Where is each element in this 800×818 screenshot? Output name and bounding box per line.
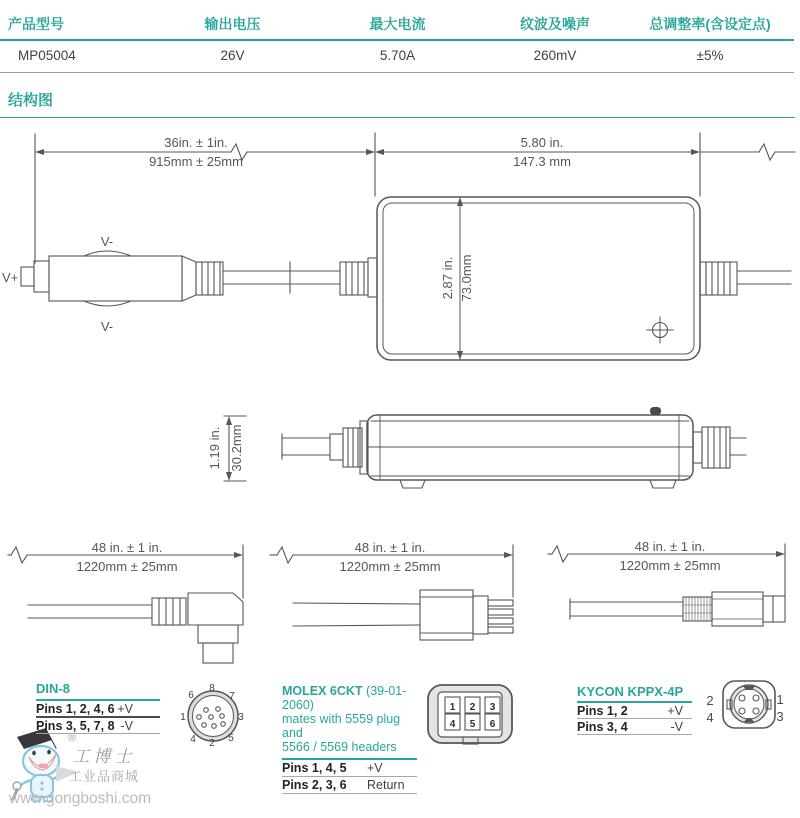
kycon-drawing (548, 544, 785, 626)
molex-row-2-value: Return (367, 778, 405, 792)
kycon-row-2-value: -V (670, 719, 683, 734)
molex-pin-4: 4 (449, 719, 456, 730)
value-regulation: ±5% (696, 48, 724, 63)
spec-table (0, 14, 794, 73)
din8-cable-length-inches: 48 in. ± 1 in. (91, 540, 163, 555)
v-minus-bottom-label: V- (100, 319, 114, 334)
header-ripple-noise: 纹波及噪声 (520, 16, 590, 32)
v-plus-label: V+ (2, 270, 19, 285)
molex-title: MOLEX 6CKT (282, 684, 363, 698)
kycon-cable-length-mm: 1220mm ± 25mm (619, 558, 721, 573)
case-length-inches: 5.80 in. (520, 135, 564, 150)
din8-row-1-value: +V (117, 701, 133, 716)
value-ripple-noise: 260mV (533, 48, 577, 63)
cord-length-mm: 915mm ± 25mm (149, 154, 243, 169)
molex-desc-line-2: 5566 / 5569 headers (282, 740, 397, 754)
din8-pin-5: 5 (228, 733, 234, 744)
molex-desc-line-1: mates with 5559 plug and (282, 712, 401, 740)
kycon-row-1-value: +V (667, 703, 683, 718)
kycon-pin-2: 2 (706, 693, 714, 708)
molex-face (428, 685, 512, 744)
kycon-row-2 (577, 719, 692, 735)
din8-row-1 (36, 701, 160, 718)
din8-pin-4: 4 (190, 734, 196, 745)
din8-pin-8: 8 (209, 683, 215, 694)
kycon-cable-length-inches: 48 in. ± 1 in. (634, 539, 706, 554)
molex-cable-length-mm: 1220mm ± 25mm (339, 559, 441, 574)
kycon-pin-3: 3 (776, 709, 784, 724)
spec-table-row (0, 41, 794, 73)
value-max-current: 5.70A (379, 48, 416, 63)
value-model: MP05004 (18, 48, 76, 63)
din8-row-2 (36, 718, 160, 734)
molex-pin-5: 5 (469, 719, 476, 730)
header-max-current: 最大电流 (369, 16, 426, 32)
case-height-inches: 1.19 in. (207, 426, 222, 470)
din8-pin-table (36, 681, 160, 734)
case-length-mm: 147.3 mm (513, 154, 571, 169)
din8-cable-length-mm: 1220mm ± 25mm (76, 559, 178, 574)
molex-part-number: (39-01-2060) (282, 684, 407, 712)
din8-pin-2: 2 (209, 738, 215, 749)
registered-mark: ® (68, 732, 77, 744)
molex-row-1-value: +V (367, 761, 383, 775)
header-regulation: 总调整率(含设定点) (649, 16, 771, 32)
din8-pin-1: 1 (180, 712, 186, 723)
kycon-row-1-pins: Pins 1, 2 (577, 703, 628, 718)
v-minus-top-label: V- (100, 234, 114, 249)
din8-pin-3: 3 (238, 712, 244, 723)
kycon-pin-4: 4 (706, 710, 714, 725)
spec-table-header (0, 14, 794, 41)
molex-row-1-pins: Pins 1, 4, 5 (282, 761, 347, 775)
din8-row-1-pins: Pins 1, 2, 4, 6 (36, 701, 115, 716)
case-height-mm: 30.2mm (229, 424, 244, 472)
molex-title-line (282, 684, 417, 712)
kycon-row-1 (577, 703, 692, 719)
molex-pin-6: 6 (489, 719, 496, 730)
watermark-tagline: 工业品商城 (68, 769, 140, 784)
din8-pin-7: 7 (229, 691, 235, 702)
din8-pin-6: 6 (188, 690, 194, 701)
kycon-title: KYCON KPPX-4P (577, 684, 692, 703)
molex-row-2 (282, 777, 417, 794)
watermark-brand: 工博士 (72, 747, 136, 766)
section-title-structure-diagram: 结构图 (0, 89, 795, 118)
molex-cable-length-inches: 48 in. ± 1 in. (354, 540, 426, 555)
cord-length-inches: 36in. ± 1in. (164, 135, 228, 150)
case-width-inches: 2.87 in. (440, 256, 455, 300)
din8-row-2-value: -V (120, 718, 133, 733)
molex-row-1 (282, 760, 417, 777)
top-view-drawing (21, 133, 795, 360)
header-output-voltage: 输出电压 (204, 16, 261, 32)
kycon-pin-1: 1 (776, 692, 784, 707)
kycon-face (723, 681, 775, 728)
molex-row-2-pins: Pins 2, 3, 6 (282, 778, 347, 792)
molex-pin-2: 2 (469, 702, 476, 713)
header-model: 产品型号 (8, 16, 64, 32)
watermark-url: www.gongboshi.com (8, 790, 152, 807)
kycon-pin-table (577, 684, 692, 735)
din8-row-2-pins: Pins 3, 5, 7, 8 (36, 718, 115, 733)
led-indicator-mark (647, 317, 673, 343)
value-output-voltage: 26V (220, 48, 245, 63)
molex-pin-3: 3 (489, 702, 496, 713)
kycon-row-2-pins: Pins 3, 4 (577, 719, 628, 734)
molex-pin-1: 1 (449, 702, 456, 713)
case-width-mm: 73.0mm (459, 254, 474, 302)
din8-title: DIN-8 (36, 681, 160, 701)
side-view-drawing (224, 407, 746, 488)
molex-pin-table (282, 684, 417, 794)
